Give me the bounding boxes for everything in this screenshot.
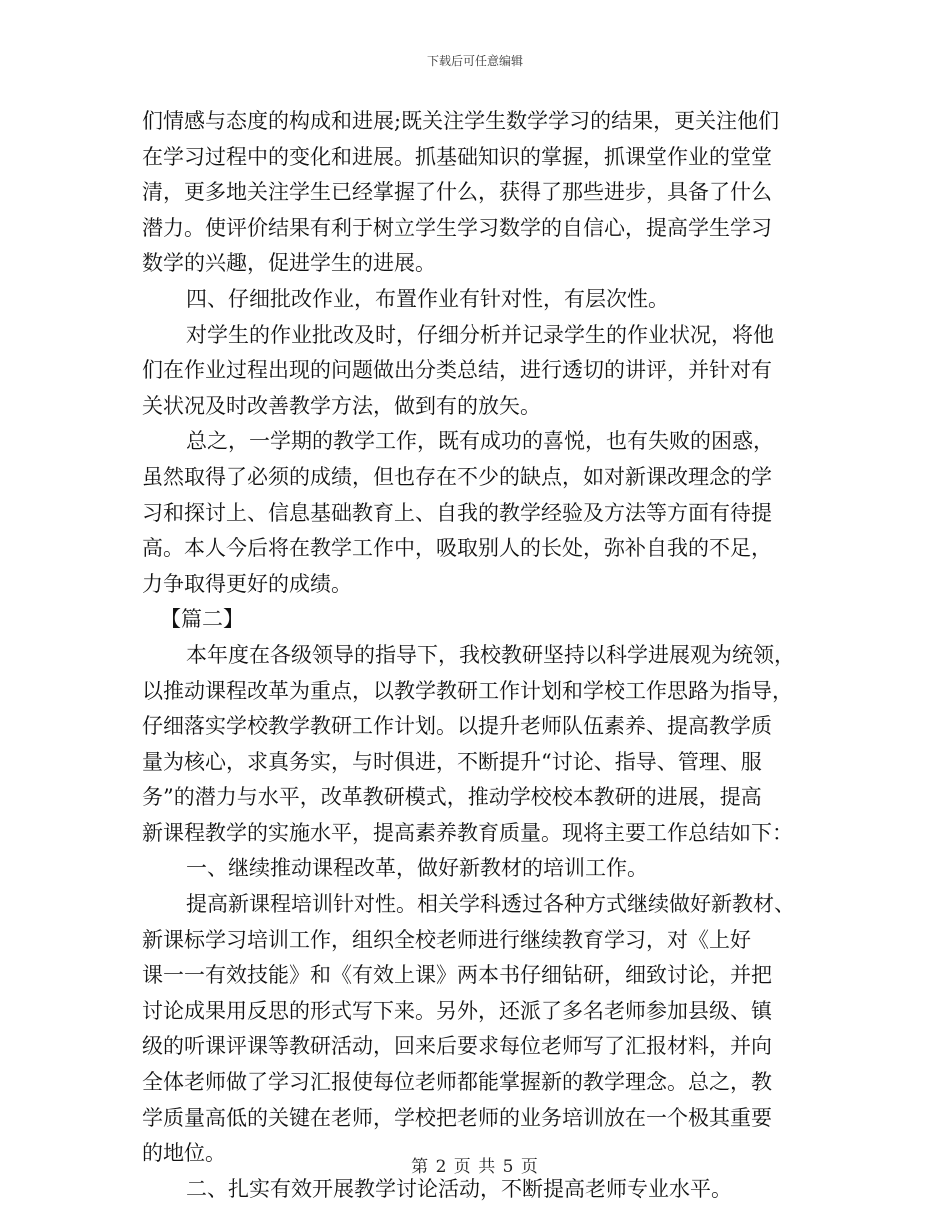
text-line: 提高新课程培训针对性。相关学科透过各种方式继续做好新教材、 bbox=[186, 892, 795, 917]
text-line: 级的听课评课等教研活动，回来后要求每位老师写了汇报材料，并向 bbox=[142, 1034, 772, 1059]
text-line: 潜力。使评价结果有利于树立学生学习数学的自信心，提高学生学习 bbox=[142, 215, 772, 240]
text-line: 【篇二】 bbox=[160, 607, 244, 632]
text-line: 仔细落实学校教学教研工作计划。以提升老师队伍素养、提高教学质 bbox=[142, 714, 772, 739]
text-line: 新课标学习培训工作，组织全校老师进行继续教育学习，对《上好 bbox=[142, 927, 751, 952]
text-line: 们情感与态度的构成和进展;既关注学生数学学习的结果，更关注他们 bbox=[142, 109, 780, 133]
text-line: 清，更多地关注学生已经掌握了什么，获得了那些进步，具备了什么 bbox=[142, 180, 772, 205]
text-line: 一、继续推动课程改革，做好新教材的培训工作。 bbox=[186, 856, 648, 881]
text-line: 虽然取得了必须的成绩，但也存在不少的缺点，如对新课改理念的学 bbox=[142, 464, 772, 489]
text-line: 学质量高低的关键在老师，学校把老师的业务培训放在一个极其重要 bbox=[142, 1105, 772, 1130]
text-line: 新课程教学的实施水平，提高素养教育质量。现将主要工作总结如下： bbox=[142, 820, 793, 845]
page-header: 下载后可任意编辑 bbox=[426, 54, 523, 68]
text-line: 的地位。 bbox=[142, 1141, 226, 1166]
text-line: 以推动课程改革为重点，以教学教研工作计划和学校工作思路为指导， bbox=[142, 678, 793, 703]
text-line: 课一一有效技能》和《有效上课》两本书仔细钻研，细致讨论，并把 bbox=[142, 963, 772, 988]
page-footer: 第 2 页 共 5 页 bbox=[411, 1157, 539, 1177]
text-line: 们在作业过程出现的问题做出分类总结，进行透切的讲评，并针对有 bbox=[142, 358, 772, 383]
text-line: 力争取得更好的成绩。 bbox=[142, 571, 352, 596]
text-line: 二、扎实有效开展教学讨论活动，不断提高老师专业水平。 bbox=[186, 1176, 732, 1201]
text-line: 数学的兴趣，促进学生的进展。 bbox=[142, 251, 436, 276]
text-line: 关状况及时改善教学方法，做到有的放矢。 bbox=[142, 393, 541, 418]
text-line: 在学习过程中的变化和进展。抓基础知识的掌握，抓课堂作业的堂堂 bbox=[142, 144, 772, 169]
text-line: 对学生的作业批改及时，仔细分析并记录学生的作业状况，将他 bbox=[186, 322, 774, 347]
text-line: 四、仔细批改作业，布置作业有针对性，有层次性。 bbox=[186, 286, 669, 311]
text-line: 习和探讨上、信息基础教育上、自我的教学经验及方法等方面有待提 bbox=[142, 500, 772, 525]
document-body bbox=[142, 104, 808, 1207]
text-line: 务”的潜力与水平，改革教研模式，推动学校校本教研的进展，提高 bbox=[142, 785, 762, 810]
text-line: 本年度在各级领导的指导下，我校教研坚持以科学进展观为统领， bbox=[186, 642, 795, 667]
text-line: 全体老师做了学习汇报使每位老师都能掌握新的教学理念。总之，教 bbox=[142, 1070, 772, 1095]
text-line: 总之，一学期的教学工作，既有成功的喜悦，也有失败的困惑， bbox=[186, 429, 774, 454]
text-line: 量为核心，求真务实，与时俱进，不断提升“讨论、指导、管理、服 bbox=[142, 749, 762, 774]
text-line: 高。本人今后将在教学工作中，吸取别人的长处，弥补自我的不足， bbox=[142, 536, 772, 561]
text-line: 讨论成果用反思的形式写下来。另外，还派了多名老师参加县级、镇 bbox=[142, 998, 772, 1023]
